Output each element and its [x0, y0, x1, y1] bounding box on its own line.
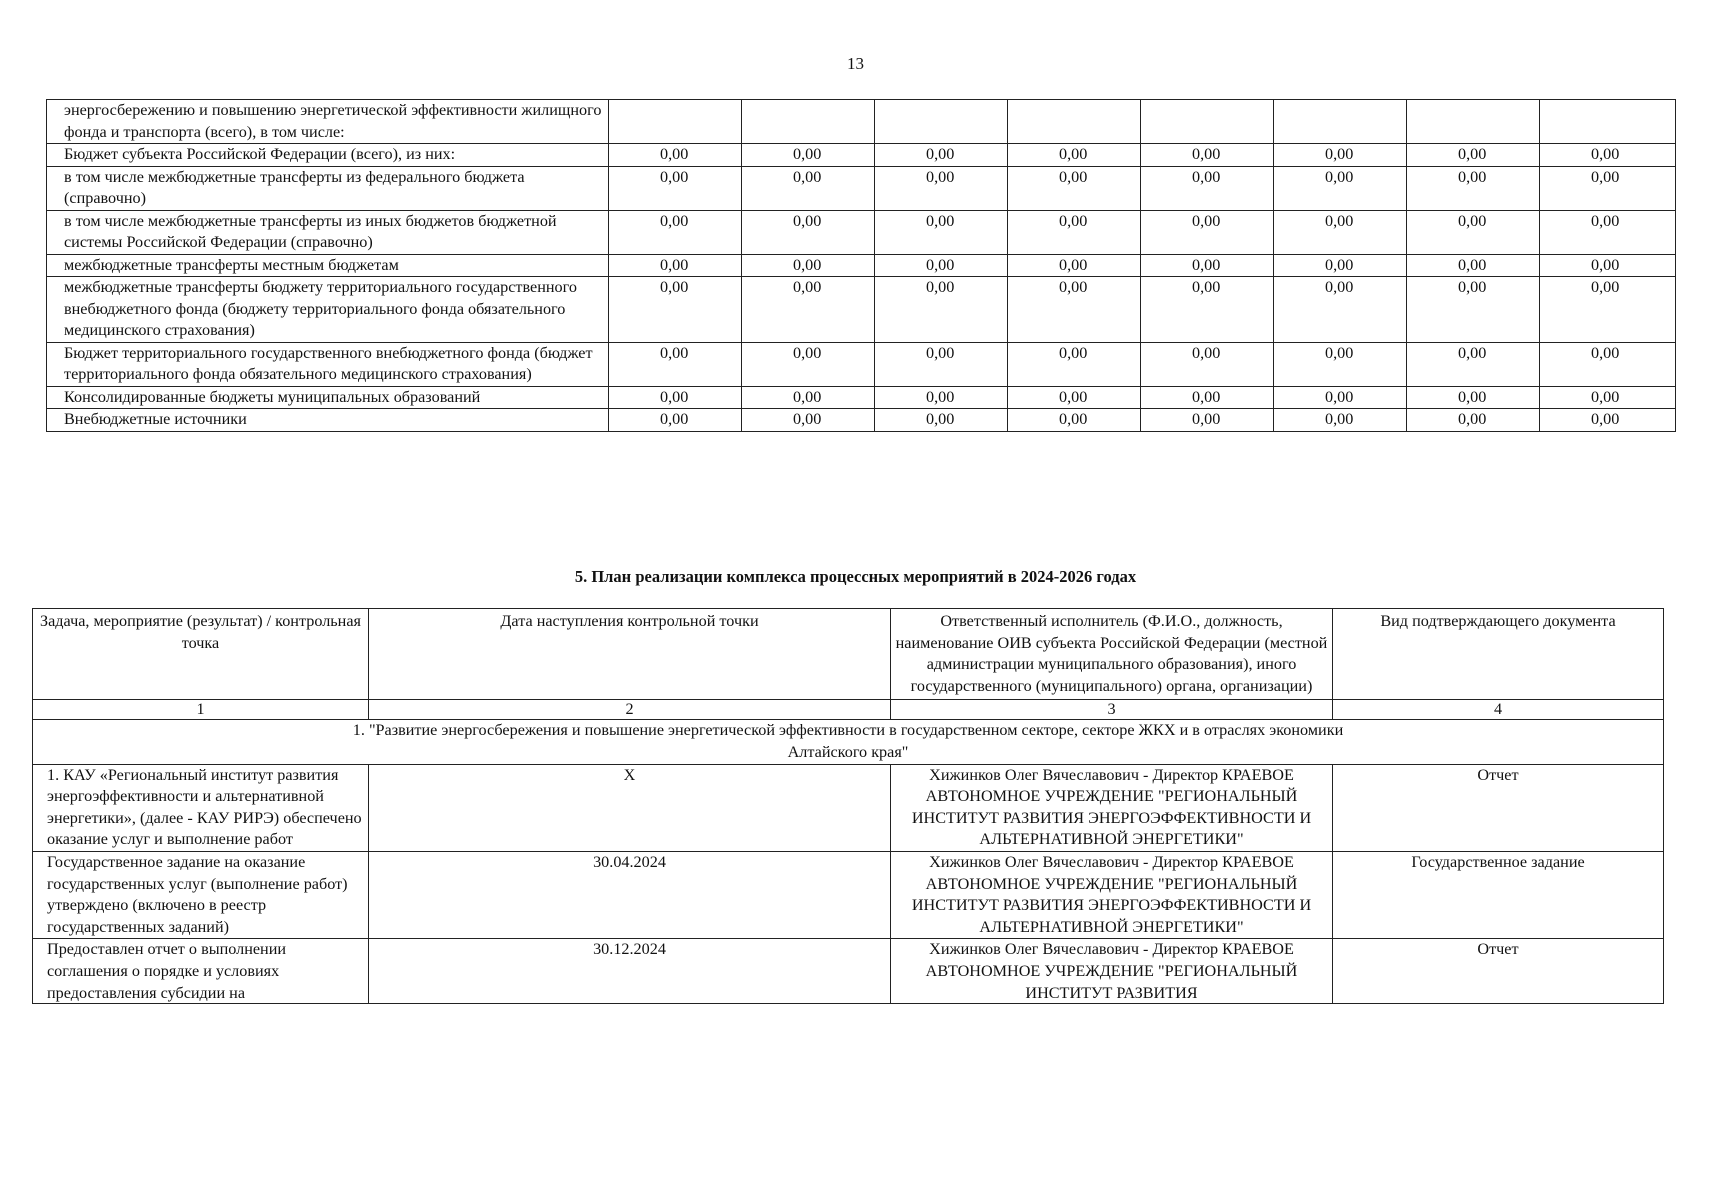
budget-value: [742, 100, 875, 144]
header-date: Дата наступления контрольной точки: [369, 609, 891, 700]
budget-value: 0,00: [1407, 409, 1540, 432]
budget-value: 0,00: [1274, 386, 1407, 409]
budget-row: [47, 386, 1676, 409]
header-responsible: Ответственный исполнитель (Ф.И.О., должность, наименование ОИВ субъекта Российской Федерации (местной администрации муниципального образования), иного государственного (муниципального) органа, организации): [891, 609, 1333, 700]
budget-value: 0,00: [1274, 254, 1407, 277]
budget-value: 0,00: [1540, 409, 1676, 432]
budget-value: [1141, 100, 1274, 144]
task-header-row: [33, 720, 1664, 764]
budget-value: 0,00: [1274, 210, 1407, 254]
column-number: 1: [33, 700, 369, 720]
budget-value: 0,00: [1407, 386, 1540, 409]
budget-row: [47, 166, 1676, 210]
budget-value: 0,00: [1008, 386, 1141, 409]
budget-row: [47, 100, 1676, 144]
budget-value: 0,00: [742, 409, 875, 432]
plan-document: [1333, 939, 1664, 1004]
budget-value: [875, 100, 1008, 144]
budget-value: 0,00: [609, 144, 742, 167]
task-header: [33, 720, 1664, 764]
budget-value: 0,00: [1274, 277, 1407, 343]
plan-responsible: Хижинков Олег Вячеславович - Директор КРАЕВОЕ АВТОНОМНОЕ УЧРЕЖДЕНИЕ "РЕГИОНАЛЬНЫЙ ИНСТИТУТ РАЗВИТИЯ ЭНЕРГОЭФФЕКТИВНОСТИ И АЛЬТЕРНАТИВНОЙ ЭНЕРГЕТИКИ": [891, 851, 1333, 938]
budget-value: 0,00: [1008, 409, 1141, 432]
budget-row: [47, 254, 1676, 277]
budget-value: 0,00: [1540, 254, 1676, 277]
budget-row-label: энергосбережению и повышению энергетической эффективности жилищного фонда и транспорта (всего), в том числе:: [47, 100, 609, 144]
budget-value: 0,00: [1407, 277, 1540, 343]
budget-value: 0,00: [1540, 277, 1676, 343]
budget-value: 0,00: [875, 409, 1008, 432]
plan-date: Х: [369, 764, 891, 851]
budget-value: 0,00: [1008, 144, 1141, 167]
budget-value: 0,00: [1274, 166, 1407, 210]
budget-value: 0,00: [1540, 210, 1676, 254]
plan-document-text: Отчет: [1477, 940, 1519, 959]
budget-value: 0,00: [875, 277, 1008, 343]
budget-row-label: Бюджет территориального государственного внебюджетного фонда (бюджет территориального фонда обязательного медицинского страхования): [47, 342, 609, 386]
budget-value: [1407, 100, 1540, 144]
budget-value: 0,00: [875, 342, 1008, 386]
budget-value: 0,00: [609, 386, 742, 409]
budget-row-label: Бюджет субъекта Российской Федерации (всего), из них:: [47, 144, 609, 167]
budget-value: 0,00: [1540, 166, 1676, 210]
budget-value: [1274, 100, 1407, 144]
plan-date-text: 30.12.2024: [593, 940, 666, 959]
section-title: 5. План реализации комплекса процессных мероприятий в 2024-2026 годах: [574, 567, 1137, 586]
budget-value: 0,00: [609, 277, 742, 343]
plan-table: [32, 608, 1664, 1004]
budget-row: [47, 342, 1676, 386]
budget-value: 0,00: [1407, 342, 1540, 386]
budget-value: [1008, 100, 1141, 144]
budget-value: 0,00: [1008, 254, 1141, 277]
budget-value: 0,00: [1407, 254, 1540, 277]
budget-value: 0,00: [875, 166, 1008, 210]
budget-value: 0,00: [1540, 386, 1676, 409]
column-number: 4: [1333, 700, 1664, 720]
budget-value: 0,00: [609, 409, 742, 432]
budget-value: 0,00: [742, 210, 875, 254]
budget-row: [47, 144, 1676, 167]
plan-responsible: [891, 939, 1333, 1004]
column-number: 3: [891, 700, 1333, 720]
budget-value: 0,00: [742, 144, 875, 167]
budget-value: 0,00: [742, 386, 875, 409]
budget-row-label: межбюджетные трансферты бюджету территориального государственного внебюджетного фонда (бюджету территориального фонда обязательного медицинского страхования): [47, 277, 609, 343]
budget-value: 0,00: [1008, 277, 1141, 343]
budget-value: 0,00: [609, 254, 742, 277]
budget-value: 0,00: [1008, 210, 1141, 254]
budget-table: [46, 99, 1676, 432]
header-task: Задача, мероприятие (результат) / контрольная точка: [33, 609, 369, 700]
budget-value: 0,00: [1274, 144, 1407, 167]
budget-value: 0,00: [742, 166, 875, 210]
budget-value: 0,00: [609, 166, 742, 210]
budget-value: 0,00: [1008, 342, 1141, 386]
budget-value: 0,00: [1141, 254, 1274, 277]
budget-value: 0,00: [1540, 342, 1676, 386]
budget-value: 0,00: [1141, 386, 1274, 409]
budget-value: 0,00: [1141, 210, 1274, 254]
budget-value: 0,00: [609, 210, 742, 254]
budget-value: 0,00: [1540, 144, 1676, 167]
plan-task: Государственное задание на оказание государственных услуг (выполнение работ) утверждено (включено в реестр государственных заданий): [33, 851, 369, 938]
budget-row-label: Внебюджетные источники: [47, 409, 609, 432]
budget-value: 0,00: [875, 254, 1008, 277]
plan-document: Государственное задание: [1333, 851, 1664, 938]
column-number: 2: [369, 700, 891, 720]
budget-value: 0,00: [1274, 342, 1407, 386]
budget-value: 0,00: [742, 342, 875, 386]
budget-row: [47, 409, 1676, 432]
task-header-text: 1. "Развитие энергосбережения и повышение энергетической эффективности в государственном секторе, секторе ЖКХ и в отраслях экономики Алтайского края": [352, 721, 1344, 761]
plan-date: [369, 939, 891, 1004]
plan-responsible-text: Хижинков Олег Вячеславович - Директор КРАЕВОЕ АВТОНОМНОЕ УЧРЕЖДЕНИЕ "РЕГИОНАЛЬНЫЙ ИНСТИТУТ РАЗВИТИЯ: [925, 940, 1298, 1002]
budget-value: 0,00: [742, 277, 875, 343]
budget-value: 0,00: [875, 210, 1008, 254]
budget-value: 0,00: [1141, 277, 1274, 343]
budget-value: 0,00: [1407, 166, 1540, 210]
budget-row-label: в том числе межбюджетные трансферты из иных бюджетов бюджетной системы Российской Федерации (справочно): [47, 210, 609, 254]
budget-row-label: межбюджетные трансферты местным бюджетам: [47, 254, 609, 277]
plan-row: [33, 851, 1664, 938]
budget-row: [47, 210, 1676, 254]
budget-row-label: в том числе межбюджетные трансферты из федерального бюджета (справочно): [47, 166, 609, 210]
budget-value: 0,00: [1141, 409, 1274, 432]
budget-value: 0,00: [1141, 342, 1274, 386]
plan-document: Отчет: [1333, 764, 1664, 851]
plan-task-text: Предоставлен отчет о выполнении соглашения о порядке и условиях предоставления субсидии на: [47, 940, 287, 1002]
plan-task: 1. КАУ «Региональный институт развития энергоэффективности и альтернативной энергетики», (далее - КАУ РИРЭ) обеспечено оказание услуг и выполнение работ: [33, 764, 369, 851]
column-number-row: [33, 700, 1664, 720]
plan-row: [33, 939, 1664, 1004]
plan-header-row: [33, 609, 1664, 700]
budget-value: 0,00: [1008, 166, 1141, 210]
budget-value: 0,00: [1141, 166, 1274, 210]
budget-row: [47, 277, 1676, 343]
budget-value: 0,00: [875, 386, 1008, 409]
plan-task: [33, 939, 369, 1004]
header-document: Вид подтверждающего документа: [1333, 609, 1664, 700]
budget-value: 0,00: [1407, 144, 1540, 167]
budget-value: 0,00: [609, 342, 742, 386]
budget-value: [609, 100, 742, 144]
page-number: 13: [847, 54, 864, 73]
plan-responsible: Хижинков Олег Вячеславович - Директор КРАЕВОЕ АВТОНОМНОЕ УЧРЕЖДЕНИЕ "РЕГИОНАЛЬНЫЙ ИНСТИТУТ РАЗВИТИЯ ЭНЕРГОЭФФЕКТИВНОСТИ И АЛЬТЕРНАТИВНОЙ ЭНЕРГЕТИКИ": [891, 764, 1333, 851]
budget-value: 0,00: [875, 144, 1008, 167]
budget-row-label: Консолидированные бюджеты муниципальных образований: [47, 386, 609, 409]
budget-value: 0,00: [1274, 409, 1407, 432]
plan-date: 30.04.2024: [369, 851, 891, 938]
budget-value: 0,00: [742, 254, 875, 277]
budget-value: [1540, 100, 1676, 144]
budget-value: 0,00: [1141, 144, 1274, 167]
plan-row: [33, 764, 1664, 851]
budget-value: 0,00: [1407, 210, 1540, 254]
